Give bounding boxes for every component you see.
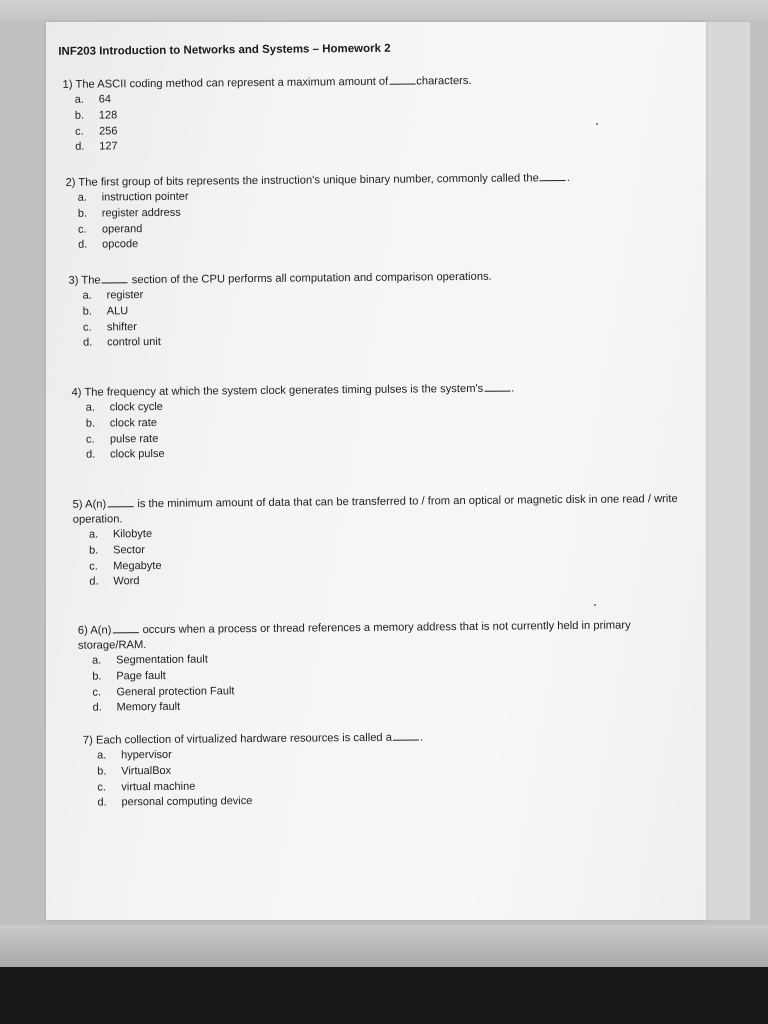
option-letter: b. (85, 417, 96, 430)
question-7 (83, 728, 684, 812)
page-content (46, 16, 715, 920)
stem-text: Each collection of virtualized hardware resources is called a (95, 731, 393, 747)
option-letter: c. (89, 560, 98, 573)
option-text: ALU (106, 305, 129, 318)
stem-text: A(n) (90, 624, 112, 637)
question-number: 1) (62, 78, 73, 91)
option-letter: a. (74, 93, 84, 106)
question-number: 6) (77, 624, 88, 637)
stem-text: The (81, 274, 101, 287)
option-text: 127 (99, 140, 118, 153)
page-title: INF203 Introduction to Networks and Systems – Homework 2 (58, 42, 391, 58)
stem-text: The first group of bits represents the instruction's unique binary number, commonly called the (78, 172, 539, 189)
option-text: clock rate (109, 416, 157, 430)
option-letter: a. (88, 528, 99, 541)
option-text: Memory fault (116, 701, 181, 714)
option-text: instruction pointer (101, 190, 189, 204)
option-text: General protection Fault (116, 684, 235, 698)
option-letter: a. (77, 191, 87, 204)
dust-speck (594, 604, 596, 606)
option-text: shifter (106, 320, 137, 334)
answer-blank (112, 623, 138, 633)
option-letter: d. (83, 336, 93, 350)
option-letter: b. (77, 207, 88, 220)
option-letter: c. (85, 433, 95, 446)
option-text: hypervisor (120, 748, 172, 762)
question-1 (63, 72, 664, 156)
answer-blank (540, 171, 566, 181)
option-letter: a. (82, 289, 92, 302)
answer-blank (107, 497, 133, 507)
option-text: clock cycle (109, 400, 163, 414)
monitor-bottom-bezel (0, 925, 768, 967)
answer-blank (393, 730, 419, 740)
answer-blank (389, 74, 415, 84)
option-letter: a. (85, 401, 95, 414)
stem-text: The frequency at which the system clock generates timing pulses is the system's (84, 382, 484, 399)
option-letter: c. (82, 321, 92, 334)
option-letter: c. (74, 125, 84, 138)
option-letter: d. (92, 701, 102, 714)
option-letter: b. (89, 544, 99, 557)
option-text: 64 (98, 93, 112, 106)
option-letter: d. (75, 141, 85, 154)
option-text: register address (101, 206, 181, 220)
stem-text: A(n) (85, 498, 107, 511)
question-4 (71, 380, 672, 464)
option-text: control unit (107, 336, 161, 349)
stem-text: section of the CPU performs all computation and comparison operations. (131, 270, 492, 287)
option-text: VirtualBox (121, 764, 172, 778)
option-text: register (106, 289, 144, 302)
option-letter: b. (74, 109, 85, 122)
option-text: virtual machine (121, 780, 196, 793)
option-letter: d. (86, 448, 96, 462)
option-text: Segmentation fault (116, 653, 208, 667)
option-letter: b. (97, 765, 107, 778)
dust-speck (596, 123, 598, 125)
option-letter: a. (96, 749, 107, 762)
option-text: Kilobyte (112, 528, 153, 541)
stem-text: characters. (416, 74, 472, 88)
option-text: personal computing device (121, 795, 253, 809)
question-2 (65, 170, 666, 254)
question-number: 2) (65, 176, 76, 189)
answer-blank (102, 273, 128, 283)
stem-text: . (419, 731, 424, 744)
option-text: 128 (98, 109, 118, 122)
question-number: 4) (71, 386, 82, 399)
question-5 (73, 492, 694, 591)
option-letter: d. (89, 575, 99, 588)
stem-text: . (566, 171, 570, 185)
option-letter: c. (77, 223, 87, 236)
option-text: pulse rate (109, 432, 159, 445)
option-letter: b. (92, 670, 102, 683)
question-number: 3) (68, 274, 79, 287)
option-letter: c. (92, 686, 102, 699)
option-text: 256 (98, 124, 118, 138)
option-text: Word (113, 575, 140, 588)
stem-text: . (511, 382, 515, 395)
desk-surface (0, 967, 768, 1024)
option-text: clock pulse (110, 448, 165, 461)
option-text: Page fault (116, 669, 166, 683)
answer-blank (484, 382, 510, 392)
option-letter: a. (92, 654, 102, 667)
option-letter: d. (97, 796, 107, 809)
option-text: opcode (102, 238, 139, 251)
stem-text: occurs when a process or thread references a memory address that is not currently held in primary storage/RAM. (77, 619, 631, 652)
option-letter: b. (82, 305, 93, 318)
question-3 (68, 268, 669, 352)
option-letter: c. (97, 781, 106, 794)
question-number: 5) (72, 498, 83, 511)
homework-page (46, 22, 706, 920)
option-text: operand (101, 222, 143, 236)
stem-text: is the minimum amount of data that can be transferred to / from an optical or magnetic disk in one read / write operation. (72, 492, 678, 526)
stem-text: The ASCII coding method can represent a maximum amount of (75, 75, 389, 91)
option-text: Megabyte (113, 559, 162, 572)
option-letter: d. (78, 239, 88, 252)
question-number: 7) (82, 734, 93, 747)
option-text: Sector (113, 543, 145, 557)
question-6 (78, 618, 679, 717)
